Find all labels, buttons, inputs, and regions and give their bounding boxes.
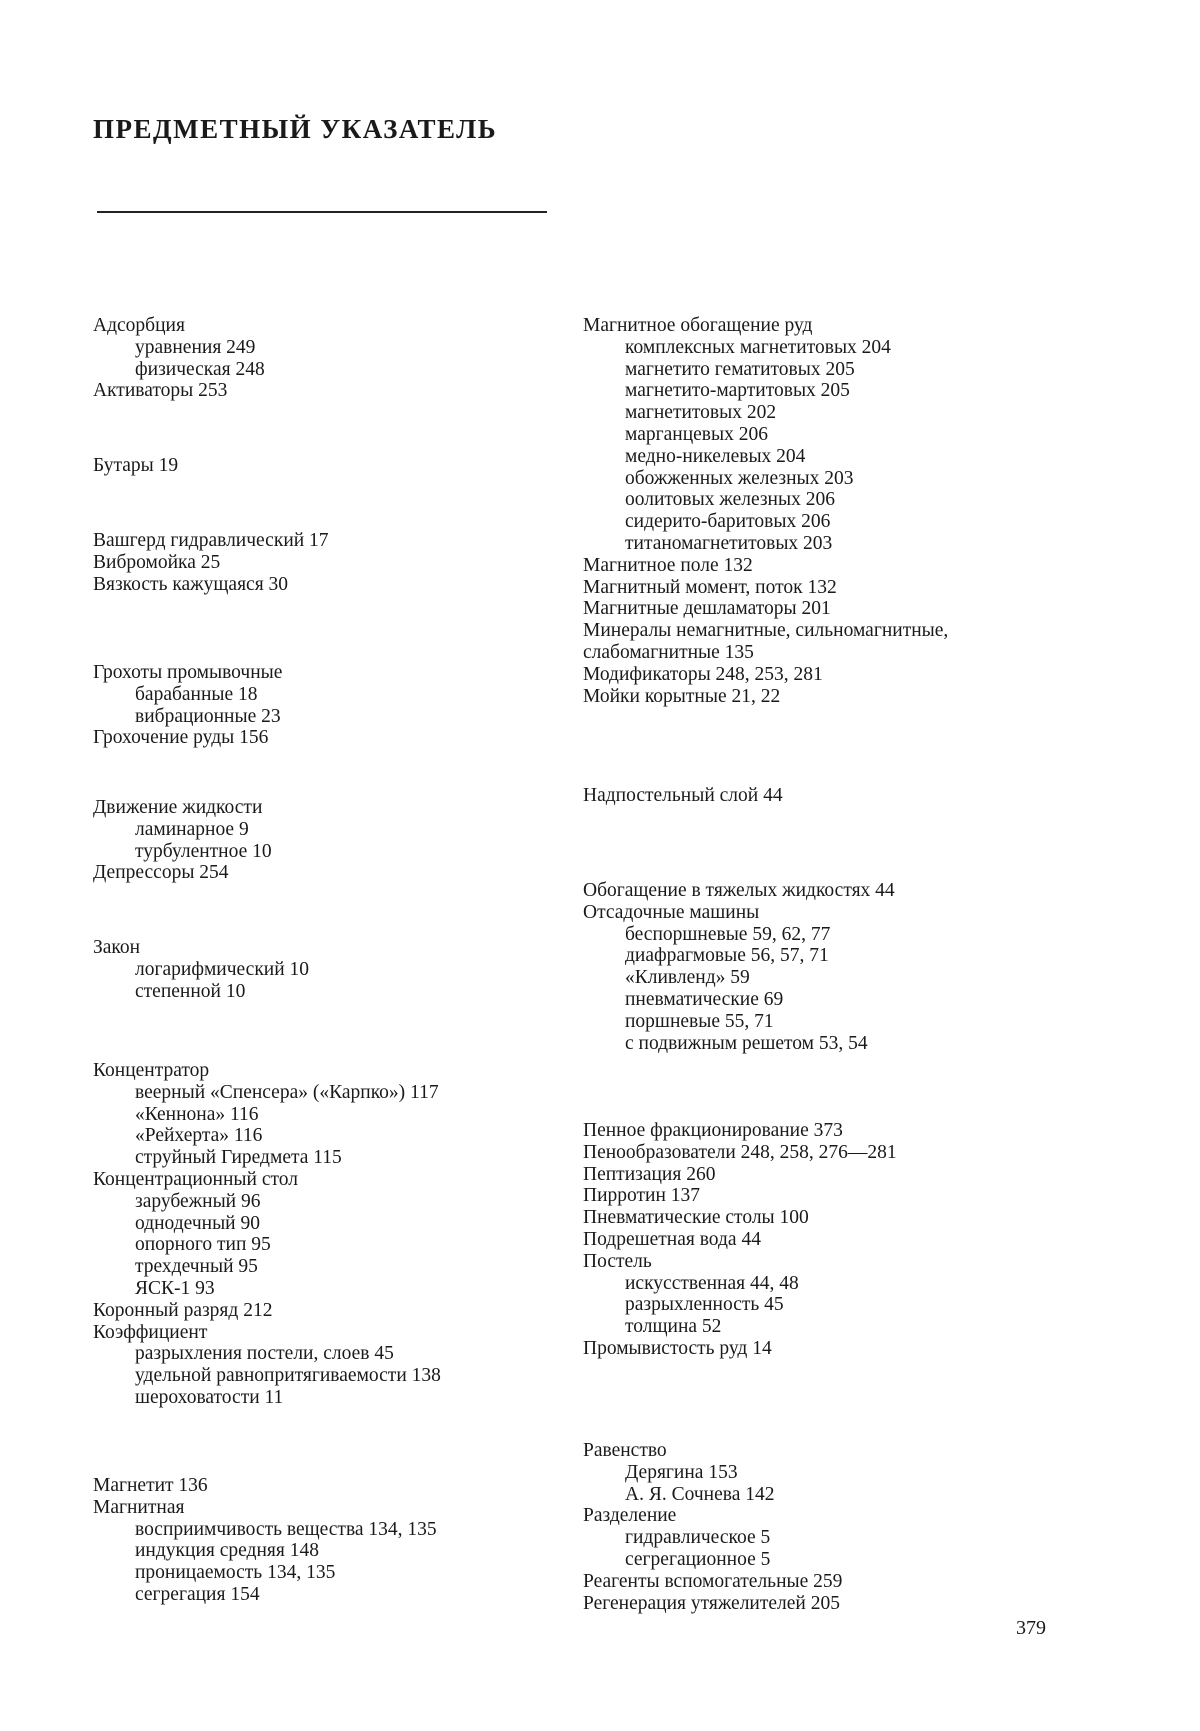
index-letter-group — [93, 662, 563, 749]
index-subentry: степенной 10 — [135, 980, 246, 1002]
index-subentry: сегрегация 154 — [135, 1583, 260, 1605]
index-subentry: сидерито-баритовых 206 — [625, 511, 831, 533]
index-letter-group — [93, 315, 563, 402]
index-subentry: зарубежный 96 — [135, 1190, 261, 1212]
index-letter-group — [93, 937, 563, 1002]
index-subentry: пневматические 69 — [625, 988, 784, 1010]
index-entry: Мойки корытные 21, 22 — [583, 685, 781, 707]
index-letter-group — [93, 1060, 563, 1409]
index-subentry: вибрационные 23 — [135, 705, 281, 727]
index-subentry: струйный Гиредмета 115 — [135, 1147, 342, 1169]
index-entry: Адсорбция — [93, 315, 185, 336]
index-subentry: опорного тип 95 — [135, 1234, 271, 1256]
index-subentry: А. Я. Сочнева 142 — [625, 1483, 775, 1505]
index-subentry: индукция средняя 148 — [135, 1540, 319, 1562]
index-subentry: логарифмический 10 — [135, 958, 310, 980]
index-subentry: беспоршневые 59, 62, 77 — [625, 923, 831, 945]
index-subentry: разрыхления постели, слоев 45 — [135, 1343, 394, 1365]
index-entry: Отсадочные машины — [583, 901, 760, 923]
index-subentry: разрыхленность 45 — [625, 1294, 784, 1316]
index-entry: Активаторы 253 — [93, 380, 228, 402]
index-entry: Коэффициент — [93, 1321, 208, 1343]
index-entry: Депрессоры 254 — [93, 862, 229, 884]
index-entry: Равенство — [583, 1440, 667, 1461]
index-subentry: проницаемость 134, 135 — [135, 1562, 336, 1584]
index-letter-group — [583, 1120, 1083, 1360]
index-letter-group — [583, 1440, 1083, 1614]
page-number: 379 — [1016, 1617, 1046, 1639]
index-subentry: шероховатости 11 — [135, 1386, 284, 1408]
index-entry: Надпостельный слой 44 — [583, 785, 783, 806]
index-entry: Постель — [583, 1250, 652, 1272]
index-subentry: марганцевых 206 — [625, 423, 768, 445]
index-entry: Магнитное поле 132 — [583, 554, 753, 576]
index-subentry: магнетито-мартитовых 205 — [625, 380, 850, 402]
index-entry: Движение жидкости — [93, 797, 263, 818]
index-entry: Магнитный момент, поток 132 — [583, 576, 837, 598]
index-entry: Магнитное обогащение руд — [583, 315, 813, 336]
index-entry: Закон — [93, 937, 141, 958]
index-entry: Бутары 19 — [93, 455, 179, 476]
index-subentry: восприимчивость вещества 134, 135 — [135, 1518, 437, 1540]
index-entry: Пептизация 260 — [583, 1163, 716, 1185]
index-entry: Минералы немагнитные, сильномагнитные, слабомагнитные 135 — [583, 620, 949, 663]
index-entry: Пирротин 137 — [583, 1185, 701, 1207]
index-subentry: веерный «Спенсера» («Карпко») 117 — [135, 1081, 439, 1103]
index-entry: Разделение — [583, 1505, 677, 1527]
index-letter-group — [93, 1475, 563, 1606]
index-entry: Пенообразователи 248, 258, 276—281 — [583, 1141, 897, 1163]
index-entry: Концентрационный стол — [93, 1168, 298, 1190]
index-entry: Магнетит 136 — [93, 1475, 208, 1496]
index-subentry: искусственная 44, 48 — [625, 1272, 799, 1294]
index-subentry: толщина 52 — [625, 1316, 722, 1338]
index-entry: Модификаторы 248, 253, 281 — [583, 663, 823, 685]
index-letter-group — [583, 315, 1083, 707]
index-subentry: «Кливленд» 59 — [625, 967, 750, 989]
index-entry: Концентратор — [93, 1060, 210, 1081]
index-letter-group — [93, 530, 563, 595]
index-subentry: титаномагнетитовых 203 — [625, 532, 833, 554]
index-subentry: поршневые 55, 71 — [625, 1010, 774, 1032]
index-subentry: сегрегационное 5 — [625, 1548, 771, 1570]
index-entry: Пенное фракционирование 373 — [583, 1120, 843, 1141]
index-subentry: турбулентное 10 — [135, 840, 272, 862]
index-entry: Промывистость руд 14 — [583, 1337, 772, 1359]
index-entry: Магнитная — [93, 1496, 185, 1518]
index-letter-group — [93, 455, 563, 477]
index-entry: Пневматические столы 100 — [583, 1207, 809, 1229]
index-entry: Грохочение руды 156 — [93, 727, 269, 749]
index-letter-group — [93, 797, 563, 884]
index-entry: Подрешетная вода 44 — [583, 1228, 761, 1250]
index-subentry: ЯСК-1 93 — [135, 1277, 215, 1299]
index-subentry: «Рейхерта» 116 — [135, 1125, 263, 1147]
index-subentry: однодечный 90 — [135, 1212, 260, 1234]
index-subentry: магнетитовых 202 — [625, 402, 777, 424]
index-subentry: Дерягина 153 — [625, 1461, 738, 1483]
index-subentry: комплексных магнетитовых 204 — [625, 336, 891, 358]
index-subentry: магнетито гематитовых 205 — [625, 358, 855, 380]
index-entry: Коронный разряд 212 — [93, 1299, 273, 1321]
index-entry: Грохоты промывочные — [93, 662, 283, 683]
index-letter-group — [583, 880, 1083, 1054]
index-entry: Вашгерд гидравлический 17 — [93, 530, 329, 551]
index-subentry: медно-никелевых 204 — [625, 445, 806, 467]
index-subentry: «Кеннона» 116 — [135, 1103, 259, 1125]
index-subentry: трехдечный 95 — [135, 1256, 258, 1278]
index-subentry: барабанные 18 — [135, 683, 258, 705]
index-entry: Реагенты вспомогательные 259 — [583, 1570, 843, 1592]
index-subentry: оолитовых железных 206 — [625, 489, 835, 511]
index-subentry: ламинарное 9 — [135, 818, 249, 840]
index-entry: Вибромойка 25 — [93, 551, 221, 573]
index-entry: Регенерация утяжелителей 205 — [583, 1592, 840, 1614]
page-title: ПРЕДМЕТНЫЙ УКАЗАТЕЛЬ — [93, 114, 498, 144]
index-subentry: обожженных железных 203 — [625, 467, 854, 489]
title-divider — [97, 211, 547, 213]
index-subentry: физическая 248 — [135, 358, 265, 380]
index-subentry: удельной равнопритягиваемости 138 — [135, 1365, 441, 1387]
index-entry: Вязкость кажущаяся 30 — [93, 573, 289, 595]
index-subentry: гидравлическое 5 — [625, 1527, 771, 1549]
index-subentry: с подвижным решетом 53, 54 — [625, 1032, 868, 1054]
index-subentry: диафрагмовые 56, 57, 71 — [625, 945, 829, 967]
index-subentry: уравнения 249 — [135, 336, 256, 358]
index-letter-group — [583, 785, 1083, 807]
index-entry: Обогащение в тяжелых жидкостях 44 — [583, 880, 895, 901]
index-entry: Магнитные дешламаторы 201 — [583, 598, 831, 620]
